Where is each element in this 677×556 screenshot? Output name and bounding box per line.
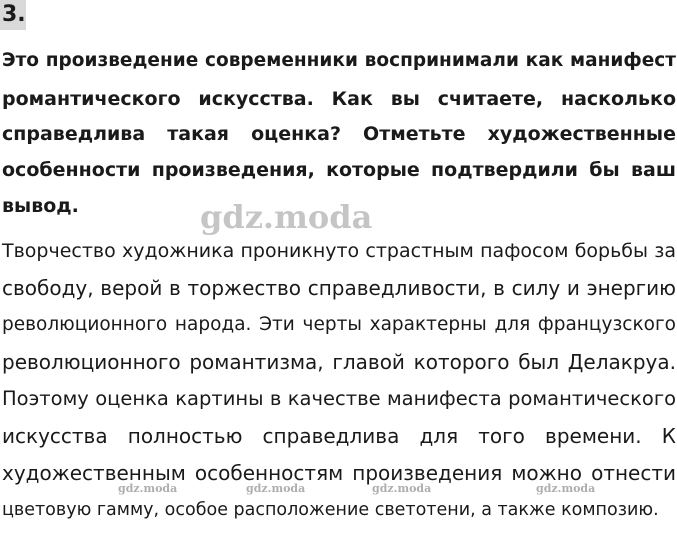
answer-line: революционного романтизма, главой которого был Делакруа. <box>2 350 676 374</box>
answer-line: Поэтому оценка картины в качестве манифеста романтического <box>2 387 676 410</box>
question-line: вывод. <box>2 195 79 217</box>
answer-line: искусства полностью справедлива для того времени. К <box>2 424 676 448</box>
answer-line: цветовую гамму, особое расположение светотени, а также композию. <box>2 500 659 520</box>
task-number-badge <box>0 0 26 30</box>
watermark-small: gdz.moda <box>246 482 306 495</box>
answer-line: революционного народа. Эти черты характерны для французского <box>2 314 676 335</box>
watermark-small: gdz.moda <box>536 482 596 495</box>
watermark-main: gdz.moda <box>200 198 373 236</box>
task-number: 3. <box>2 2 26 27</box>
answer-line: Творчество художника проникнуто страстным пафосом борьбы за <box>2 240 676 262</box>
question-line: справедлива такая оценка? Отметьте художественные <box>2 123 676 145</box>
question-line: романтического искусства. Как вы считаете, насколько <box>2 88 676 110</box>
answer-line: художественным особенностям произведения можно отнести <box>2 461 676 485</box>
answer-line: свободу, верой в торжество справедливости, в силу и энергию <box>2 276 676 300</box>
question-line: особенности произведения, которые подтвердили бы ваш <box>2 159 676 181</box>
watermark-small: gdz.moda <box>118 482 178 495</box>
question-line: Это произведение современники воспринимали как манифест <box>2 50 676 71</box>
watermark-small: gdz.moda <box>372 482 432 495</box>
